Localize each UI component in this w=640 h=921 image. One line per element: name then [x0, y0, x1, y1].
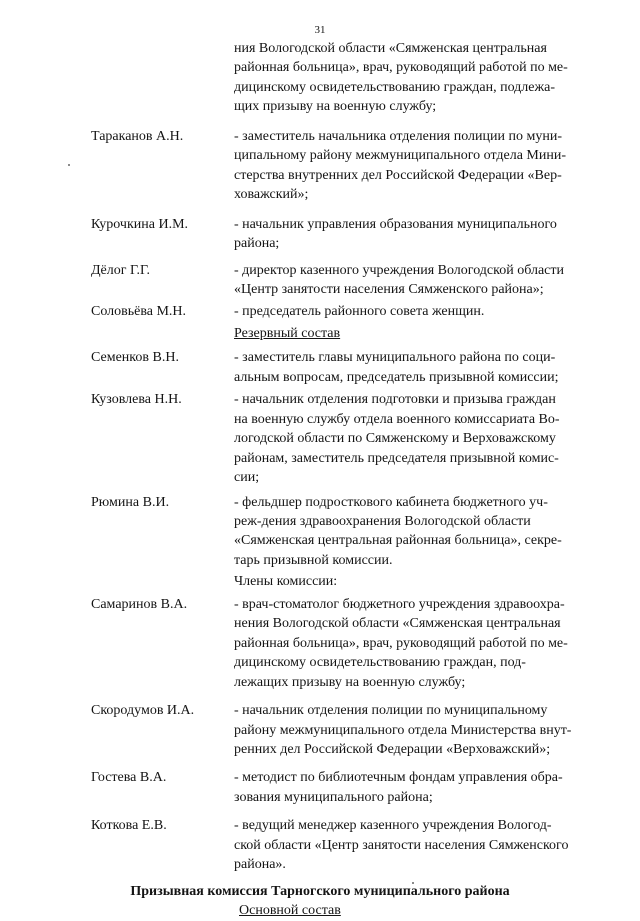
member-entry	[91, 493, 606, 571]
member-entry	[91, 816, 606, 874]
member-entry	[91, 261, 606, 300]
member-entry	[91, 215, 606, 254]
member-name: Соловьёва М.Н.	[91, 304, 187, 320]
member-name: Тараканов А.Н.	[91, 128, 184, 144]
description-line: - начальник отделения подготовки и призыва граждан	[234, 392, 556, 408]
member-entry	[91, 127, 606, 205]
member-description	[234, 127, 606, 205]
member-name	[91, 39, 234, 117]
member-description	[234, 493, 606, 571]
member-entry	[91, 302, 606, 321]
description-line: сии;	[234, 470, 260, 486]
description-line: ренних дел Российской Федерации «Верховажский»;	[234, 741, 551, 757]
description-line: дицинскому освидетельствованию граждан, под-	[234, 655, 526, 671]
document-body	[91, 39, 606, 921]
description-line: дицинскому освидетельствованию граждан, подлежа-	[234, 79, 556, 95]
member-description	[234, 816, 606, 874]
member-description	[234, 768, 606, 807]
description-line: зования муниципального района;	[234, 789, 433, 805]
member-name: Курочкина И.М.	[91, 216, 189, 232]
scan-speck	[68, 164, 70, 166]
member-entry	[91, 348, 606, 387]
member-description	[234, 348, 606, 387]
member-entry	[91, 595, 606, 692]
member-entry	[91, 768, 606, 807]
description-line: - начальник управления образования муниципального	[234, 216, 557, 232]
description-line: щих призыву на военную службу;	[234, 99, 437, 115]
description-line: - фельдшер подросткового кабинета бюджетного уч-	[234, 494, 548, 510]
member-name: Коткова Е.В.	[91, 818, 167, 834]
description-line: тарь призывной комиссии.	[234, 552, 393, 568]
member-name: Дёлог Г.Г.	[91, 262, 151, 278]
member-name: Скородумов И.А.	[91, 703, 195, 719]
description-line: логодской области по Сямженскому и Верховажскому	[234, 431, 556, 447]
member-entry	[91, 701, 606, 759]
description-line: ховажский»;	[234, 187, 309, 203]
reserve-heading: Резервный состав	[234, 325, 341, 341]
description-line: «Сямженская центральная районная больница», секре-	[234, 533, 562, 549]
member-name: Гостева В.А.	[91, 770, 167, 786]
page-number: 31	[314, 24, 326, 36]
scan-speck	[412, 882, 414, 884]
member-entry-continued	[91, 39, 606, 117]
member-name: Самаринов В.А.	[91, 596, 188, 612]
member-description	[234, 701, 606, 759]
description-line: нения Вологодской области «Сямженская центральная	[234, 616, 561, 632]
members-heading: Члены комиссии:	[234, 574, 338, 590]
description-line: «Центр занятости населения Сямженского района»;	[234, 281, 544, 297]
member-name: Кузовлева Н.Н.	[91, 392, 182, 408]
description-line: на военную службу отдела военного комиссариата Во-	[234, 411, 560, 427]
description-line: районная больница», врач, руководящий работой по ме-	[234, 635, 568, 651]
description-line: реж-дения здравоохранения Вологодской области	[234, 513, 531, 529]
description-line: - врач-стоматолог бюджетного учреждения здравоохра-	[234, 596, 565, 612]
description-line: - методист по библиотечным фондам управления обра-	[234, 770, 563, 786]
description-line: ния Вологодской области «Сямженская центральная	[234, 41, 547, 56]
description-line: - заместитель начальника отделения полиции по муни-	[234, 128, 563, 144]
member-description	[234, 595, 606, 692]
description-line: района».	[234, 857, 286, 873]
member-description	[234, 39, 606, 117]
description-line: - ведущий менеджер казенного учреждения Вологод-	[234, 818, 552, 834]
member-name: Семенков В.Н.	[91, 350, 179, 366]
member-description	[234, 261, 606, 300]
member-name: Рюмина В.И.	[91, 494, 170, 510]
description-line: - директор казенного учреждения Вологодской области	[234, 262, 565, 278]
description-line: - заместитель главы муниципального района по соци-	[234, 350, 556, 366]
description-line: району межмуниципального отдела Министерства внут-	[234, 722, 572, 738]
commission-title: Призывная комиссия Тарногского муниципального района	[130, 883, 510, 899]
member-description	[234, 302, 606, 321]
description-line: стерства внутренних дел Российской Федерации «Вер-	[234, 167, 562, 183]
description-line: - начальник отделения полиции по муниципальному	[234, 703, 548, 719]
description-line: - председатель районного совета женщин.	[234, 304, 485, 320]
description-line: лежащих призыву на военную службу;	[234, 674, 466, 690]
member-description	[234, 390, 606, 487]
description-line: ципальному району межмуниципального отдела Мини-	[234, 148, 567, 164]
description-line: альным вопросам, председатель призывной комиссии;	[234, 369, 559, 385]
member-entry	[91, 390, 606, 487]
main-composition-heading: Основной состав	[239, 903, 341, 919]
description-line: районам, заместитель председателя призывной комис-	[234, 450, 559, 466]
description-line: районная больница», врач, руководящий работой по ме-	[234, 60, 568, 76]
member-description	[234, 215, 606, 254]
description-line: ской области «Центр занятости населения Сямженского	[234, 837, 569, 853]
description-line: района;	[234, 236, 280, 252]
